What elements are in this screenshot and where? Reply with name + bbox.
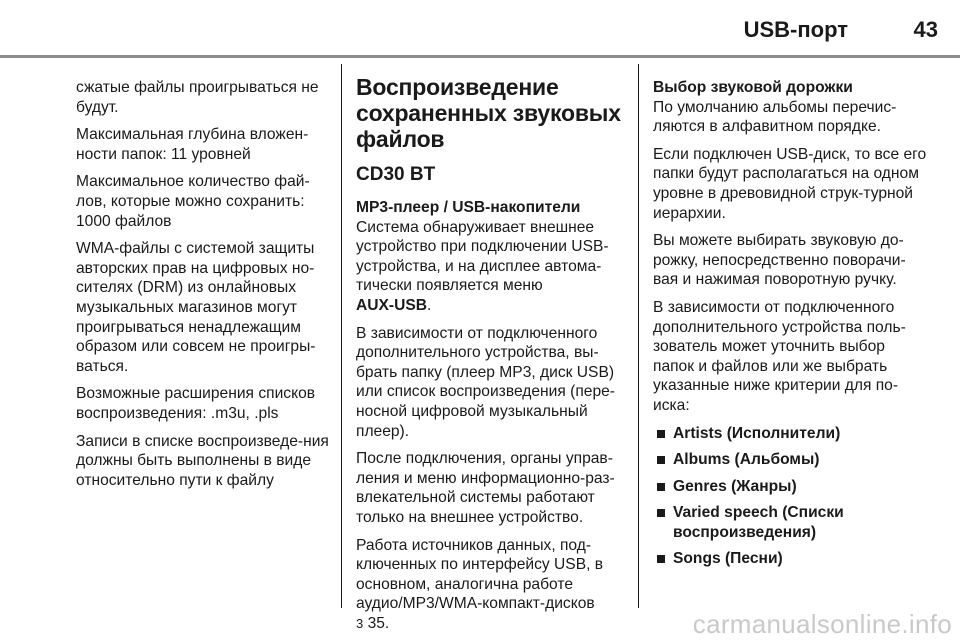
paragraph: Записи в списке воспроизведе-ния должны быть выполнены в виде относительно пути к файлу	[76, 432, 329, 489]
paragraph-text: По умолчанию альбомы перечис-ляются в алфавитном порядке.	[653, 98, 897, 136]
paragraph: Максимальная глубина вложен-ности папок: 11 уровней	[76, 126, 309, 163]
paragraph: В зависимости от подключенного дополнительного устройства поль-зователь может уточнить выбор папок и файлов или же выбрать указанные ниже критерии для по-иска:	[653, 298, 906, 414]
cross-reference-icon: 3	[356, 615, 364, 631]
paragraph: Возможные расширения списков воспроизведения: .m3u, .pls	[76, 385, 316, 422]
page-number: 43	[913, 17, 938, 42]
header-rule	[0, 55, 960, 58]
topic-title: MP3-плеер / USB-накопители	[356, 199, 581, 216]
column-divider-1	[341, 64, 342, 608]
topic-title: Выбор звуковой дорожки	[653, 79, 853, 96]
subsection-heading: CD30 BT	[356, 164, 436, 185]
list-item: Artists (Исполнители)	[653, 424, 927, 444]
paragraph	[356, 536, 624, 634]
paragraph-text: Система обнаруживает внешнее устройство при подключении USB-устройства, и на дисплее автома-тически появляется меню	[356, 218, 609, 295]
search-criteria-list	[653, 424, 927, 570]
list-item: Varied speech (Списки воспроизведения)	[653, 503, 927, 542]
paragraph-end: .	[427, 296, 432, 314]
paragraph: сжатые файлы проигрываться не будут.	[76, 79, 319, 116]
paragraph	[356, 198, 624, 316]
page-title: USB-порт	[743, 17, 848, 42]
watermark: carmanualsonline.info	[692, 609, 952, 639]
page-header	[0, 0, 960, 52]
paragraph	[653, 78, 927, 137]
paragraph: Максимальное количество фай-лов, которые можно сохранить: 1000 файлов	[76, 173, 310, 230]
menu-name: AUX-USB	[356, 296, 428, 314]
column-2	[356, 74, 624, 641]
paragraph: Вы можете выбирать звуковую до-рожку, непосредственно поворачи-вая и нажимая поворотную ручку.	[653, 232, 906, 289]
cross-reference-link[interactable]: 35.	[367, 614, 390, 632]
section-heading: Воспроизведение сохраненных звуковых файлов	[356, 74, 621, 152]
list-item: Genres (Жанры)	[653, 477, 927, 497]
paragraph: Если подключен USB-диск, то все его папки будут располагаться на одном уровне в древовидной струк-турной иерархии.	[653, 145, 927, 222]
paragraph: В зависимости от подключенного дополнительного устройства, вы-брать папку (плеер MP3, диск USB) или список воспроизведения (пере-носной цифровой музыкальный плеер).	[356, 324, 615, 440]
list-item: Albums (Альбомы)	[653, 450, 927, 470]
paragraph-text: Работа источников данных, под-ключенных по интерфейсу USB, в основном, аналогична работе аудио/MP3/WMA-компакт-дисков	[356, 536, 604, 613]
column-divider-2	[638, 64, 639, 608]
column-3	[653, 78, 927, 576]
list-item: Songs (Песни)	[653, 549, 927, 569]
column-1	[76, 78, 338, 498]
paragraph: После подключения, органы управ-ления и меню информационно-раз-влекательной системы работают только на внешнее устройство.	[356, 450, 615, 526]
paragraph: WMA-файлы с системой защиты авторских прав на цифровых но-сителях (DRM) из онлайновых музыкальных магазинов могут проигрываться ненадлежащим образом или совсем не проигры-ваться.	[76, 240, 316, 375]
